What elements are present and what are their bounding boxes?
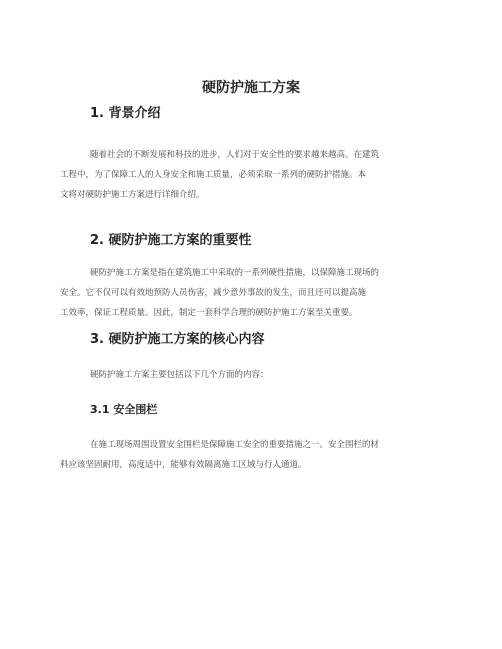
subsection-paragraph-safety-fence [60, 435, 412, 475]
section-paragraph-core-content [90, 365, 412, 385]
paragraph-line: 安全。它不仅可以有效地预防人员伤害，减少意外事故的发生，而且还可以提高施 [60, 288, 367, 298]
subsection-heading-safety-fence: 3.1 安全围栏 [90, 403, 158, 416]
paragraph-line: 随着社会的不断发展和科技的进步，人们对于安全性的要求越来越高。在建筑 [90, 150, 380, 160]
paragraph-line: 工程中，为了保障工人的人身安全和施工质量，必须采取一系列的硬防护措施。本 [60, 170, 367, 180]
document-title: 硬防护施工方案 [202, 80, 300, 96]
section-heading-importance: 2. 硬防护施工方案的重要性 [90, 233, 252, 248]
section-heading-core-content: 3. 硬防护施工方案的核心内容 [90, 332, 265, 347]
paragraph-line: 料应该坚固耐用，高度适中，能够有效隔离施工区域与行人通道。 [60, 460, 307, 470]
paragraph-line: 在施工现场周围设置安全围栏是保障施工安全的重要措施之一。安全围栏的材 [90, 440, 380, 450]
paragraph-line: 硬防护施工方案是指在建筑施工中采取的一系列硬性措施，以保障施工现场的 [90, 268, 380, 278]
section-heading-background: 1. 背景介绍 [90, 106, 161, 121]
paragraph-line: 硬防护施工方案主要包括以下几个方面的内容： [90, 370, 269, 380]
section-paragraph-importance [60, 263, 412, 323]
section-paragraph-background [60, 145, 412, 205]
paragraph-line: 工效率，保证工程质量。因此，制定一套科学合理的硬防护施工方案至关重要。 [60, 308, 358, 318]
paragraph-line: 文将对硬防护施工方案进行详细介绍。 [60, 190, 205, 200]
